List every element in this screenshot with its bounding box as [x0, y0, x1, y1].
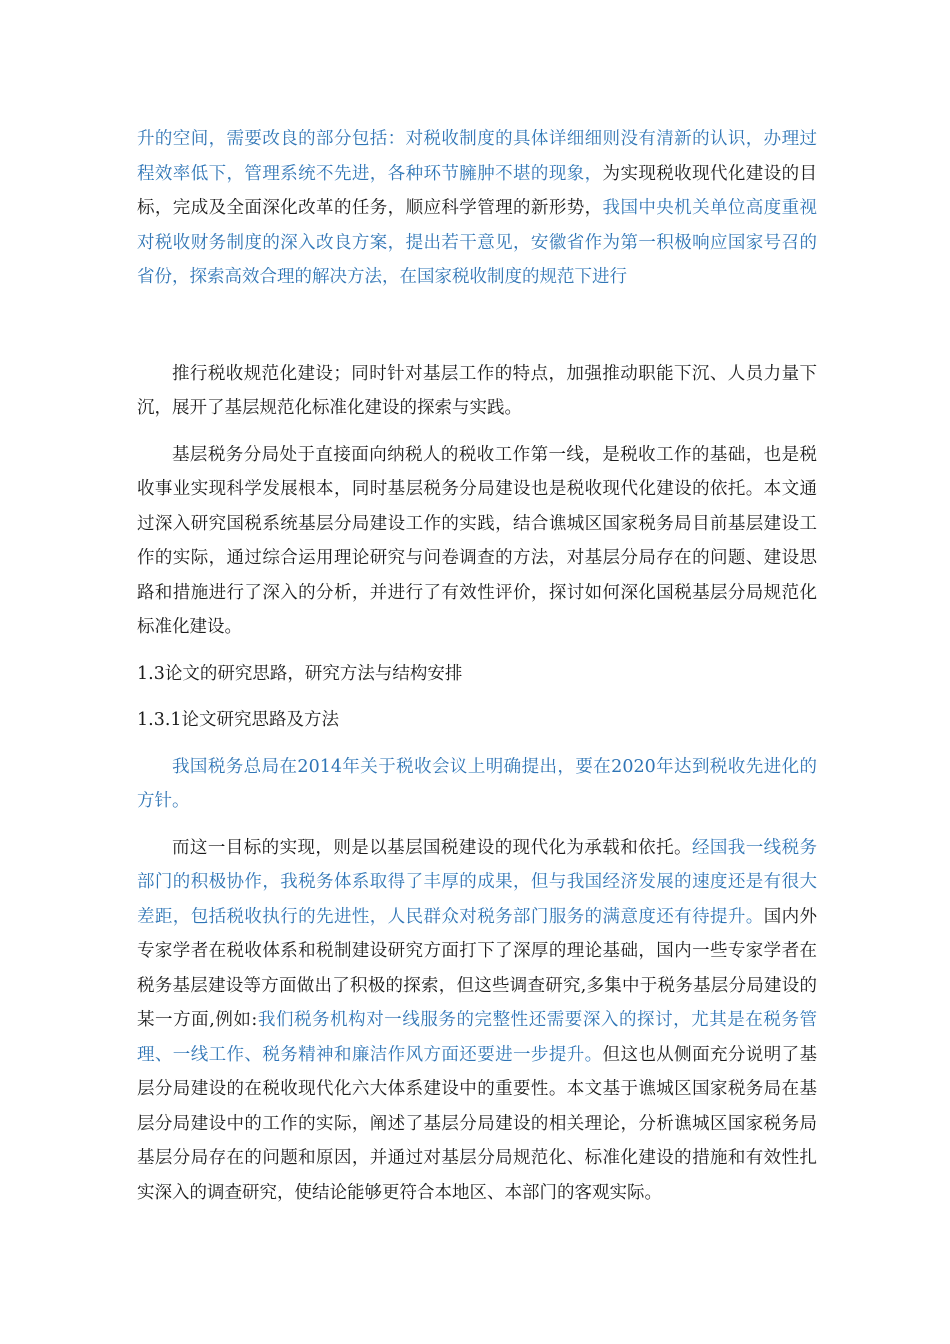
paragraph-5-black-c: 但这也从侧面充分说明了基层分局建设的在税收现代化六大体系建设中的重要性。本文基于谯城区国家税务局在基层分局建设中的工作的实际，阐述了基层分局建设的相关理论，分析谯城区国家税务局基层分局存在的问题和原因，并通过对基层分局规范化、标准化建设的措施和有效性扎实深入的调查研究，使结论能够更符合本地区、本部门的客观实际。	[137, 1044, 818, 1203]
paragraph-4: 我国税务总局在2014年关于税收会议上明确提出，要在2020年达到税收先进化的方针。	[137, 756, 817, 811]
paragraph-1-black: 为实现税收现代化建设的目标，完成及全面深化改革的任务，顺应科学管理的新形势，	[137, 163, 818, 218]
spacer	[137, 295, 817, 357]
paragraph-5-black-b: 国内外专家学者在税收体系和税制建设研究方面打下了深厚的理论基础，国内一些专家学者在税务基层建设等方面做出了积极的探索，但这些调查研究,多集中于税务基层分局建设的某一方面,例如:	[137, 906, 817, 1030]
paragraph-5-blue-b: 我们税务机构对一线服务的完整性还需要深入的探讨，尤其是在税务管理、一线工作、税务精神和廉洁作风方面还要进一步提升。	[137, 1010, 817, 1065]
paragraph-5-blue-a: 经国我一线税务部门的积极协作，我税务体系取得了丰厚的成果，但与我国经济发展的速度还是有很大差距，包括税收执行的先进性，人民群众对税务部门服务的满意度还有待提升。	[137, 837, 818, 927]
paragraph-1	[137, 122, 817, 295]
spacer	[137, 819, 817, 831]
spacer	[137, 691, 817, 703]
section-heading-1-3: 1.3论文的研究思路，研究方法与结构安排	[137, 663, 463, 684]
spacer	[137, 738, 817, 750]
paragraph-2: 推行税收规范化建设；同时针对基层工作的特点，加强推动职能下沉、人员力量下沉，展开了基层规范化标准化建设的探索与实践。	[137, 363, 817, 418]
spacer	[137, 426, 817, 438]
paragraph-3: 基层税务分局处于直接面向纳税人的税收工作第一线，是税收工作的基础，也是税收事业实现科学发展根本，同时基层税务分局建设也是税收现代化建设的依托。本文通过深入研究国税系统基层分局建设工作的实践，结合谯城区国家税务局目前基层建设工作的实际，通过综合运用理论研究与问卷调查的方法，对基层分局存在的问题、建设思路和措施进行了深入的分析，并进行了有效性评价，探讨如何深化国税基层分局规范化标准化建设。	[137, 444, 817, 637]
paragraph-5-black-a: 而这一目标的实现，则是以基层国税建设的现代化为承载和依托。	[172, 837, 692, 858]
paragraph-1-blue-b: 我国中央机关单位高度重视对税收财务制度的深入改良方案，提出若干意见，安徽省作为第一积极响应国家号召的省份，探索高效合理的解决方法，在国家税收制度的规范下进行	[137, 198, 818, 287]
paragraph-1-blue-a: 升的空间，需要改良的部分包括：对税收制度的具体详细细则没有清新的认识，办理过程效率低下，管理系统不先进，各种环节臃肿不堪的现象，	[137, 129, 817, 184]
spacer	[137, 645, 817, 657]
document-page	[137, 122, 817, 1210]
paragraph-5	[137, 831, 817, 1211]
section-heading-1-3-1: 1.3.1论文研究思路及方法	[137, 710, 340, 730]
